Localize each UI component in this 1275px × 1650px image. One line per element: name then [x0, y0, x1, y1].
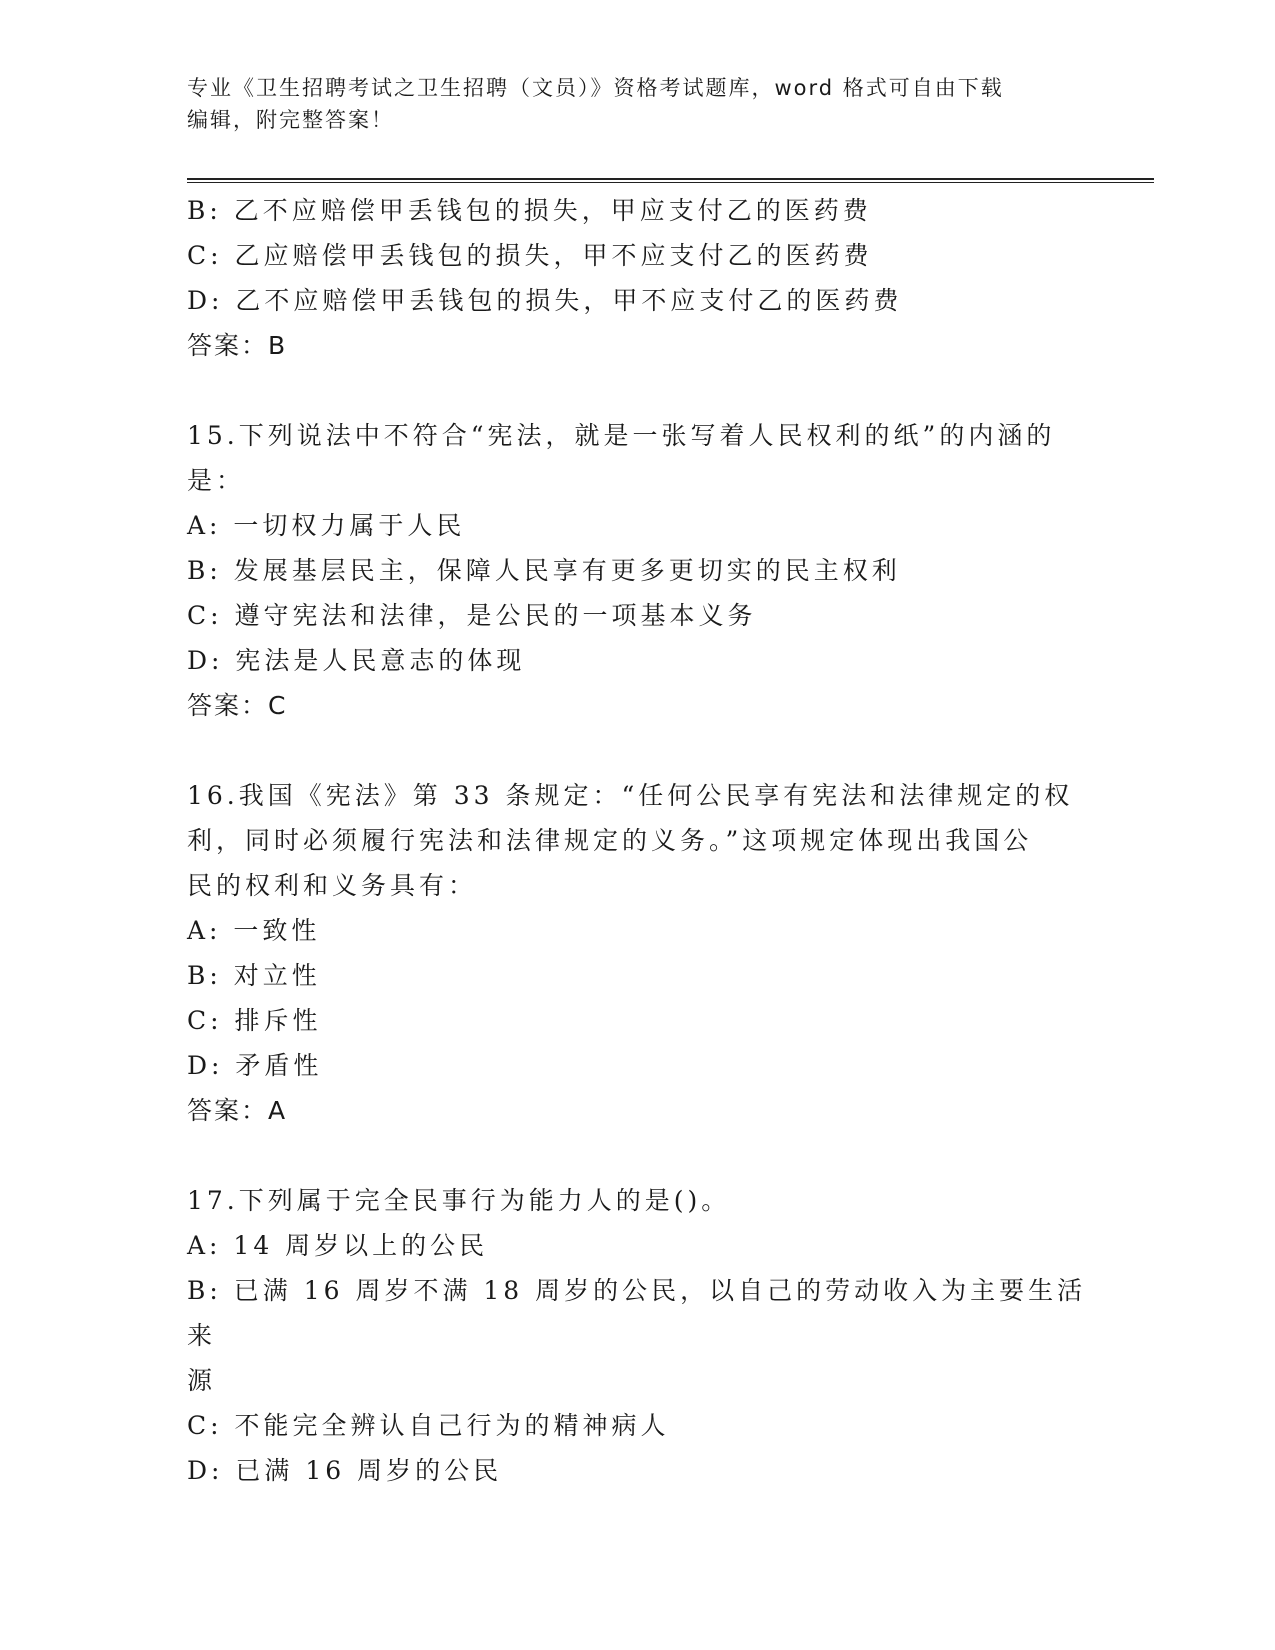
- option-d: D: 已满 16 周岁的公民: [187, 1456, 503, 1485]
- question-stem: 是：: [187, 466, 246, 495]
- option-c: C: 遵守宪法和法律，是公民的一项基本义务: [187, 601, 757, 630]
- answer-line: 答案：B: [187, 331, 288, 360]
- option-b: B: 已满 16 周岁不满 18 周岁的公民，以自己的劳动收入为主要生活来: [187, 1276, 1087, 1350]
- option-a: A: 一切权力属于人民: [187, 511, 466, 540]
- spacer: [187, 1133, 1087, 1178]
- header-line-2: 编辑，附完整答案！: [187, 108, 394, 132]
- question-16: [187, 773, 1087, 1133]
- header-divider: [187, 178, 1154, 183]
- option-c: C: 乙应赔偿甲丢钱包的损失，甲不应支付乙的医药费: [187, 241, 873, 270]
- option-a: A: 一致性: [187, 916, 321, 945]
- option-d: D: 矛盾性: [187, 1051, 323, 1080]
- document-header: [187, 72, 1067, 136]
- option-d: D: 宪法是人民意志的体现: [187, 646, 526, 675]
- question-stem: 15.下列说法中不符合“宪法，就是一张写着人民权利的纸”的内涵的: [187, 421, 1056, 450]
- option-c: C: 不能完全辨认自己行为的精神病人: [187, 1411, 670, 1440]
- question-stem: 17.下列属于完全民事行为能力人的是()。: [187, 1186, 731, 1215]
- option-c: C: 排斥性: [187, 1006, 322, 1035]
- question-list: [187, 188, 1087, 1493]
- question-17: [187, 1178, 1087, 1493]
- answer-line: 答案：C: [187, 691, 288, 720]
- option-b-continued: 源: [187, 1366, 217, 1395]
- question-stem: 16.我国《宪法》第 33 条规定：“任何公民享有宪法和法律规定的权: [187, 781, 1074, 810]
- header-line-1: 专业《卫生招聘考试之卫生招聘（文员）》资格考试题库，word 格式可自由下载: [187, 76, 1004, 100]
- option-d: D: 乙不应赔偿甲丢钱包的损失，甲不应支付乙的医药费: [187, 286, 903, 315]
- answer-line: 答案：A: [187, 1096, 288, 1125]
- option-b: B: 乙不应赔偿甲丢钱包的损失，甲应支付乙的医药费: [187, 196, 872, 225]
- option-b: B: 对立性: [187, 961, 321, 990]
- question-stem: 利，同时必须履行宪法和法律规定的义务。”这项规定体现出我国公: [187, 826, 1033, 855]
- spacer: [187, 368, 1087, 413]
- option-b: B: 发展基层民主，保障人民享有更多更切实的民主权利: [187, 556, 901, 585]
- question-stem: 民的权利和义务具有：: [187, 871, 478, 900]
- spacer: [187, 728, 1087, 773]
- question-15: [187, 413, 1087, 728]
- option-a: A: 14 周岁以上的公民: [187, 1231, 489, 1260]
- question-14-continued: [187, 188, 1087, 368]
